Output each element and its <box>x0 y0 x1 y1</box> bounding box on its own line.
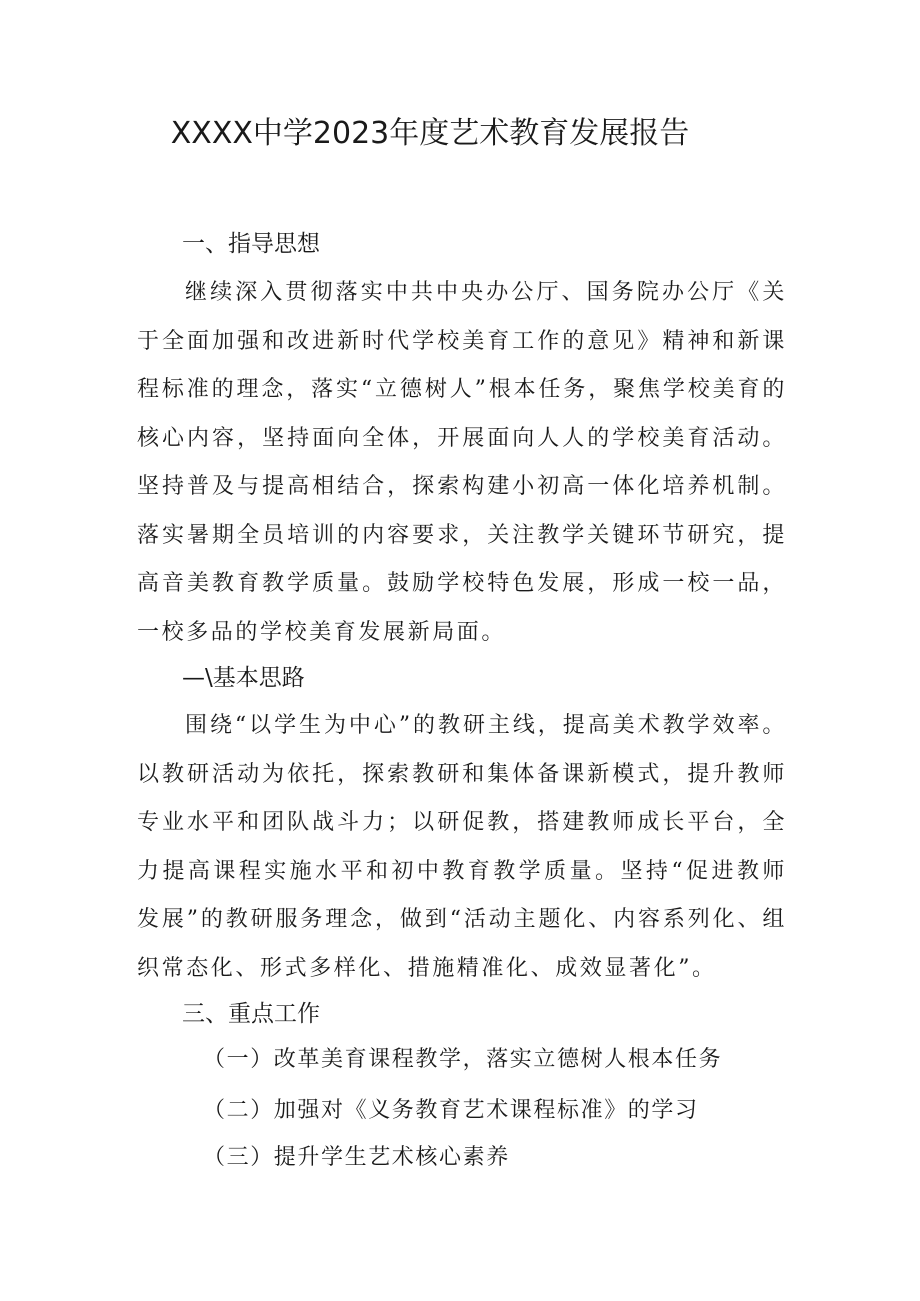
paragraph-guiding-ideology: 继续深入贯彻落实中共中央办公厅、国务院办公厅《关于全面加强和改进新时代学校美育工作的意见》精神和新课程标准的理念，落实“立德树人”根本任务，聚焦学校美育的核心内容，坚持面向全体，开展面向人人的学校美育活动。坚持普及与提高相结合，探索构建小初高一体化培养机制。落实暑期全员培训的内容要求，关注教学关键环节研究，提高音美教育教学质量。鼓励学校特色发展，形成一校一品，一校多品的学校美育发展新局面。 <box>137 280 787 645</box>
section-heading-basic-approach: —\基本思路 <box>182 665 305 691</box>
document-title: XXXX中学2023年度艺术教育发展报告 <box>170 116 690 151</box>
section-heading-guiding-ideology: 一、指导思想 <box>182 231 320 257</box>
key-work-item-3: （三）提升学生艺术核心素养 <box>203 1145 510 1170</box>
key-work-item-1: （一）改革美育课程教学，落实立德树人根本任务 <box>203 1047 723 1072</box>
section-heading-key-work: 三、重点工作 <box>182 1001 320 1027</box>
paragraph-basic-approach: 围绕“以学生为中心”的教研主线，提高美术教学效率。以教研活动为依托，探索教研和集体备课新模式，提升教师专业水平和团队战斗力；以研促教，搭建教师成长平台，全力提高课程实施水平和初中教育教学质量。坚持“促进教师发展”的教研服务理念，做到“活动主题化、内容系列化、组织常态化、形式多样化、措施精准化、成效显著化”。 <box>137 713 787 981</box>
key-work-item-2: （二）加强对《义务教育艺术课程标准》的学习 <box>203 1098 699 1123</box>
